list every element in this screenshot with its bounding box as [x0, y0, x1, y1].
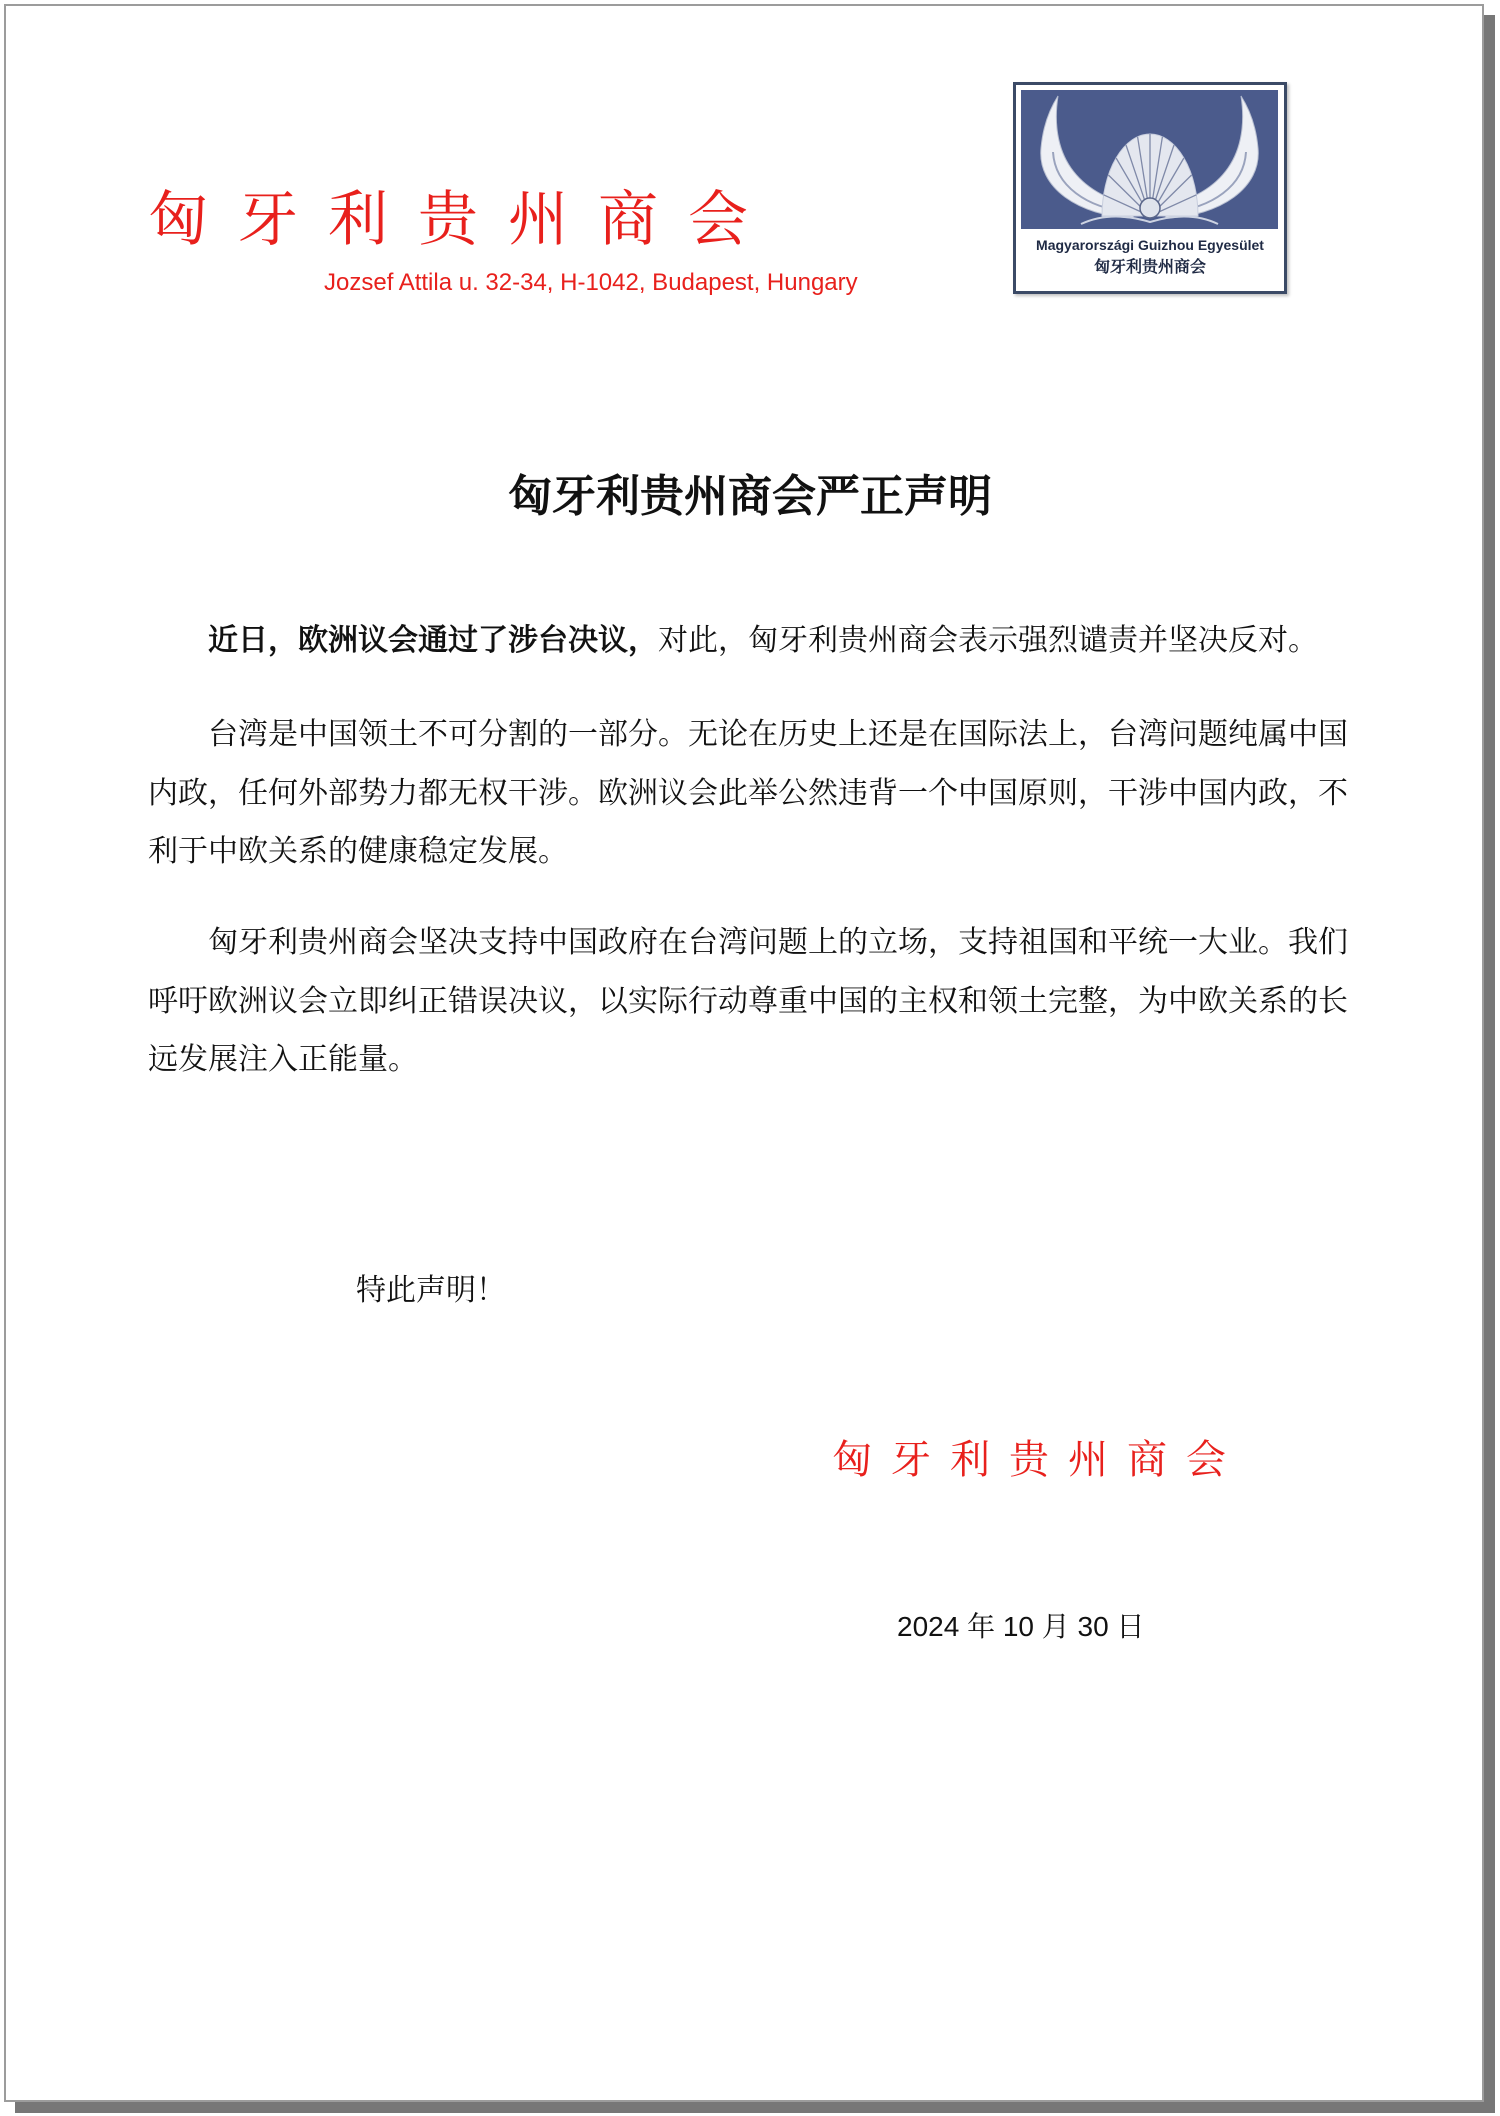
paragraph-2 — [148, 706, 1348, 882]
paragraph-line: 台湾是中国领土不可分割的一部分。无论在历史上还是在国际法上，台湾问题纯属中国 — [208, 717, 1348, 752]
paragraph-1 — [148, 612, 1348, 671]
logo-caption-latin: Magyarországi Guizhou Egyesület — [1036, 237, 1264, 253]
paragraph-line: 内政，任何外部势力都无权干涉。欧洲议会此举公然违背一个中国原则，干涉中国内政，不 — [148, 775, 1348, 811]
paragraph-3 — [148, 914, 1348, 1090]
paragraph-line: 远发展注入正能量。 — [148, 1042, 418, 1078]
logo-caption-chinese: 匈牙利贵州商会 — [1093, 257, 1206, 276]
paragraph-line — [148, 612, 1348, 671]
paragraph-line: 匈牙利贵州商会坚决支持中国政府在台湾问题上的立场，支持祖国和平统一大业。我们 — [208, 925, 1348, 960]
signature-org-name: 匈牙利贵州商会 — [832, 1437, 1245, 1483]
statement-date: 2024 年 10 月 30 日 — [897, 1611, 1145, 1642]
organization-logo — [1013, 82, 1287, 294]
document-page — [4, 4, 1484, 2102]
statement-title: 匈牙利贵州商会严正声明 — [508, 471, 992, 522]
paragraph-1-bold-lead: 近日，欧洲议会通过了涉台决议， — [208, 623, 658, 658]
paragraph-line: 呼吁欧洲议会立即纠正错误决议，以实际行动尊重中国的主权和领土完整，为中欧关系的长 — [148, 983, 1348, 1019]
paragraph-1-text: 对此，匈牙利贵州商会表示强烈谴责并坚决反对。 — [658, 623, 1318, 658]
center-medallion — [1140, 198, 1160, 218]
letterhead-org-name: 匈牙利贵州商会 — [148, 185, 778, 255]
horns-and-fan-emblem-icon — [1021, 90, 1278, 229]
paragraph-line: 利于中欧关系的健康稳定发展。 — [148, 834, 568, 870]
closing-remark: 特此声明！ — [356, 1273, 506, 1308]
letterhead-address: Jozsef Attila u. 32-34, H-1042, Budapest, Hungary — [324, 269, 858, 296]
